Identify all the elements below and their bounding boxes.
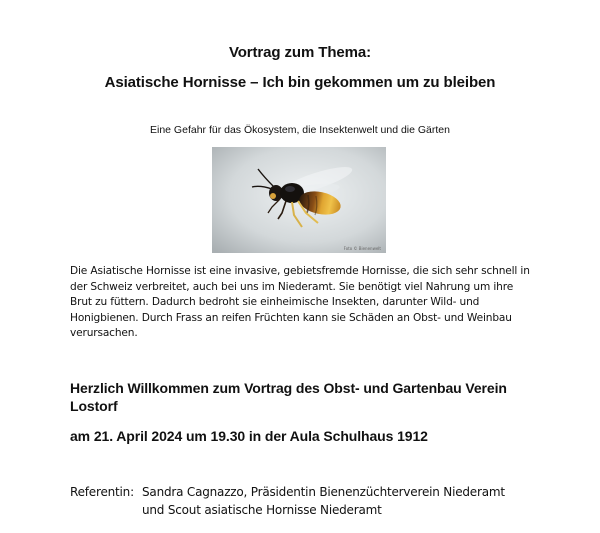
title-line-1: Vortrag zum Thema: (228, 44, 372, 61)
event-date: am 21. April 2024 um 19.30 in der Aula Schulhaus 1912 (70, 428, 428, 444)
hornet-photo (212, 147, 386, 253)
speaker-label: Referentin: (70, 485, 134, 499)
speaker-line-2: und Scout asiatische Hornisse Niederamt (142, 503, 382, 517)
speaker-line-1: Sandra Cagnazzo, Präsidentin Bienenzüchterverein Niederamt (142, 485, 505, 499)
welcome-heading: Herzlich Willkommen zum Vortrag des Obst- und Gartenbau Verein Lostorf (70, 380, 507, 414)
hornet-illustration (212, 147, 386, 253)
description-paragraph: Die Asiatische Hornisse ist eine invasive, gebietsfremde Hornisse, die sich sehr schnell in der Schweiz verbreitet, auch bei uns im Niederamt. Sie benötigt viel Nahrung um ihre Brut zu füttern. Dadurch bedroht sie einheimische Insekten, darunter Wild- und Honigbienen. Durch Frass an reifen Früchten kann sie Schäden an Obst- und Weinbau verursachen. (70, 265, 530, 340)
subtitle: Eine Gefahr für das Ökosystem, die Insektenwelt und die Gärten (150, 124, 450, 136)
title-line-2: Asiatische Hornisse – Ich bin gekommen um zu bleiben (104, 74, 496, 91)
photo-credit: Foto © Bienenwelt (343, 246, 381, 251)
